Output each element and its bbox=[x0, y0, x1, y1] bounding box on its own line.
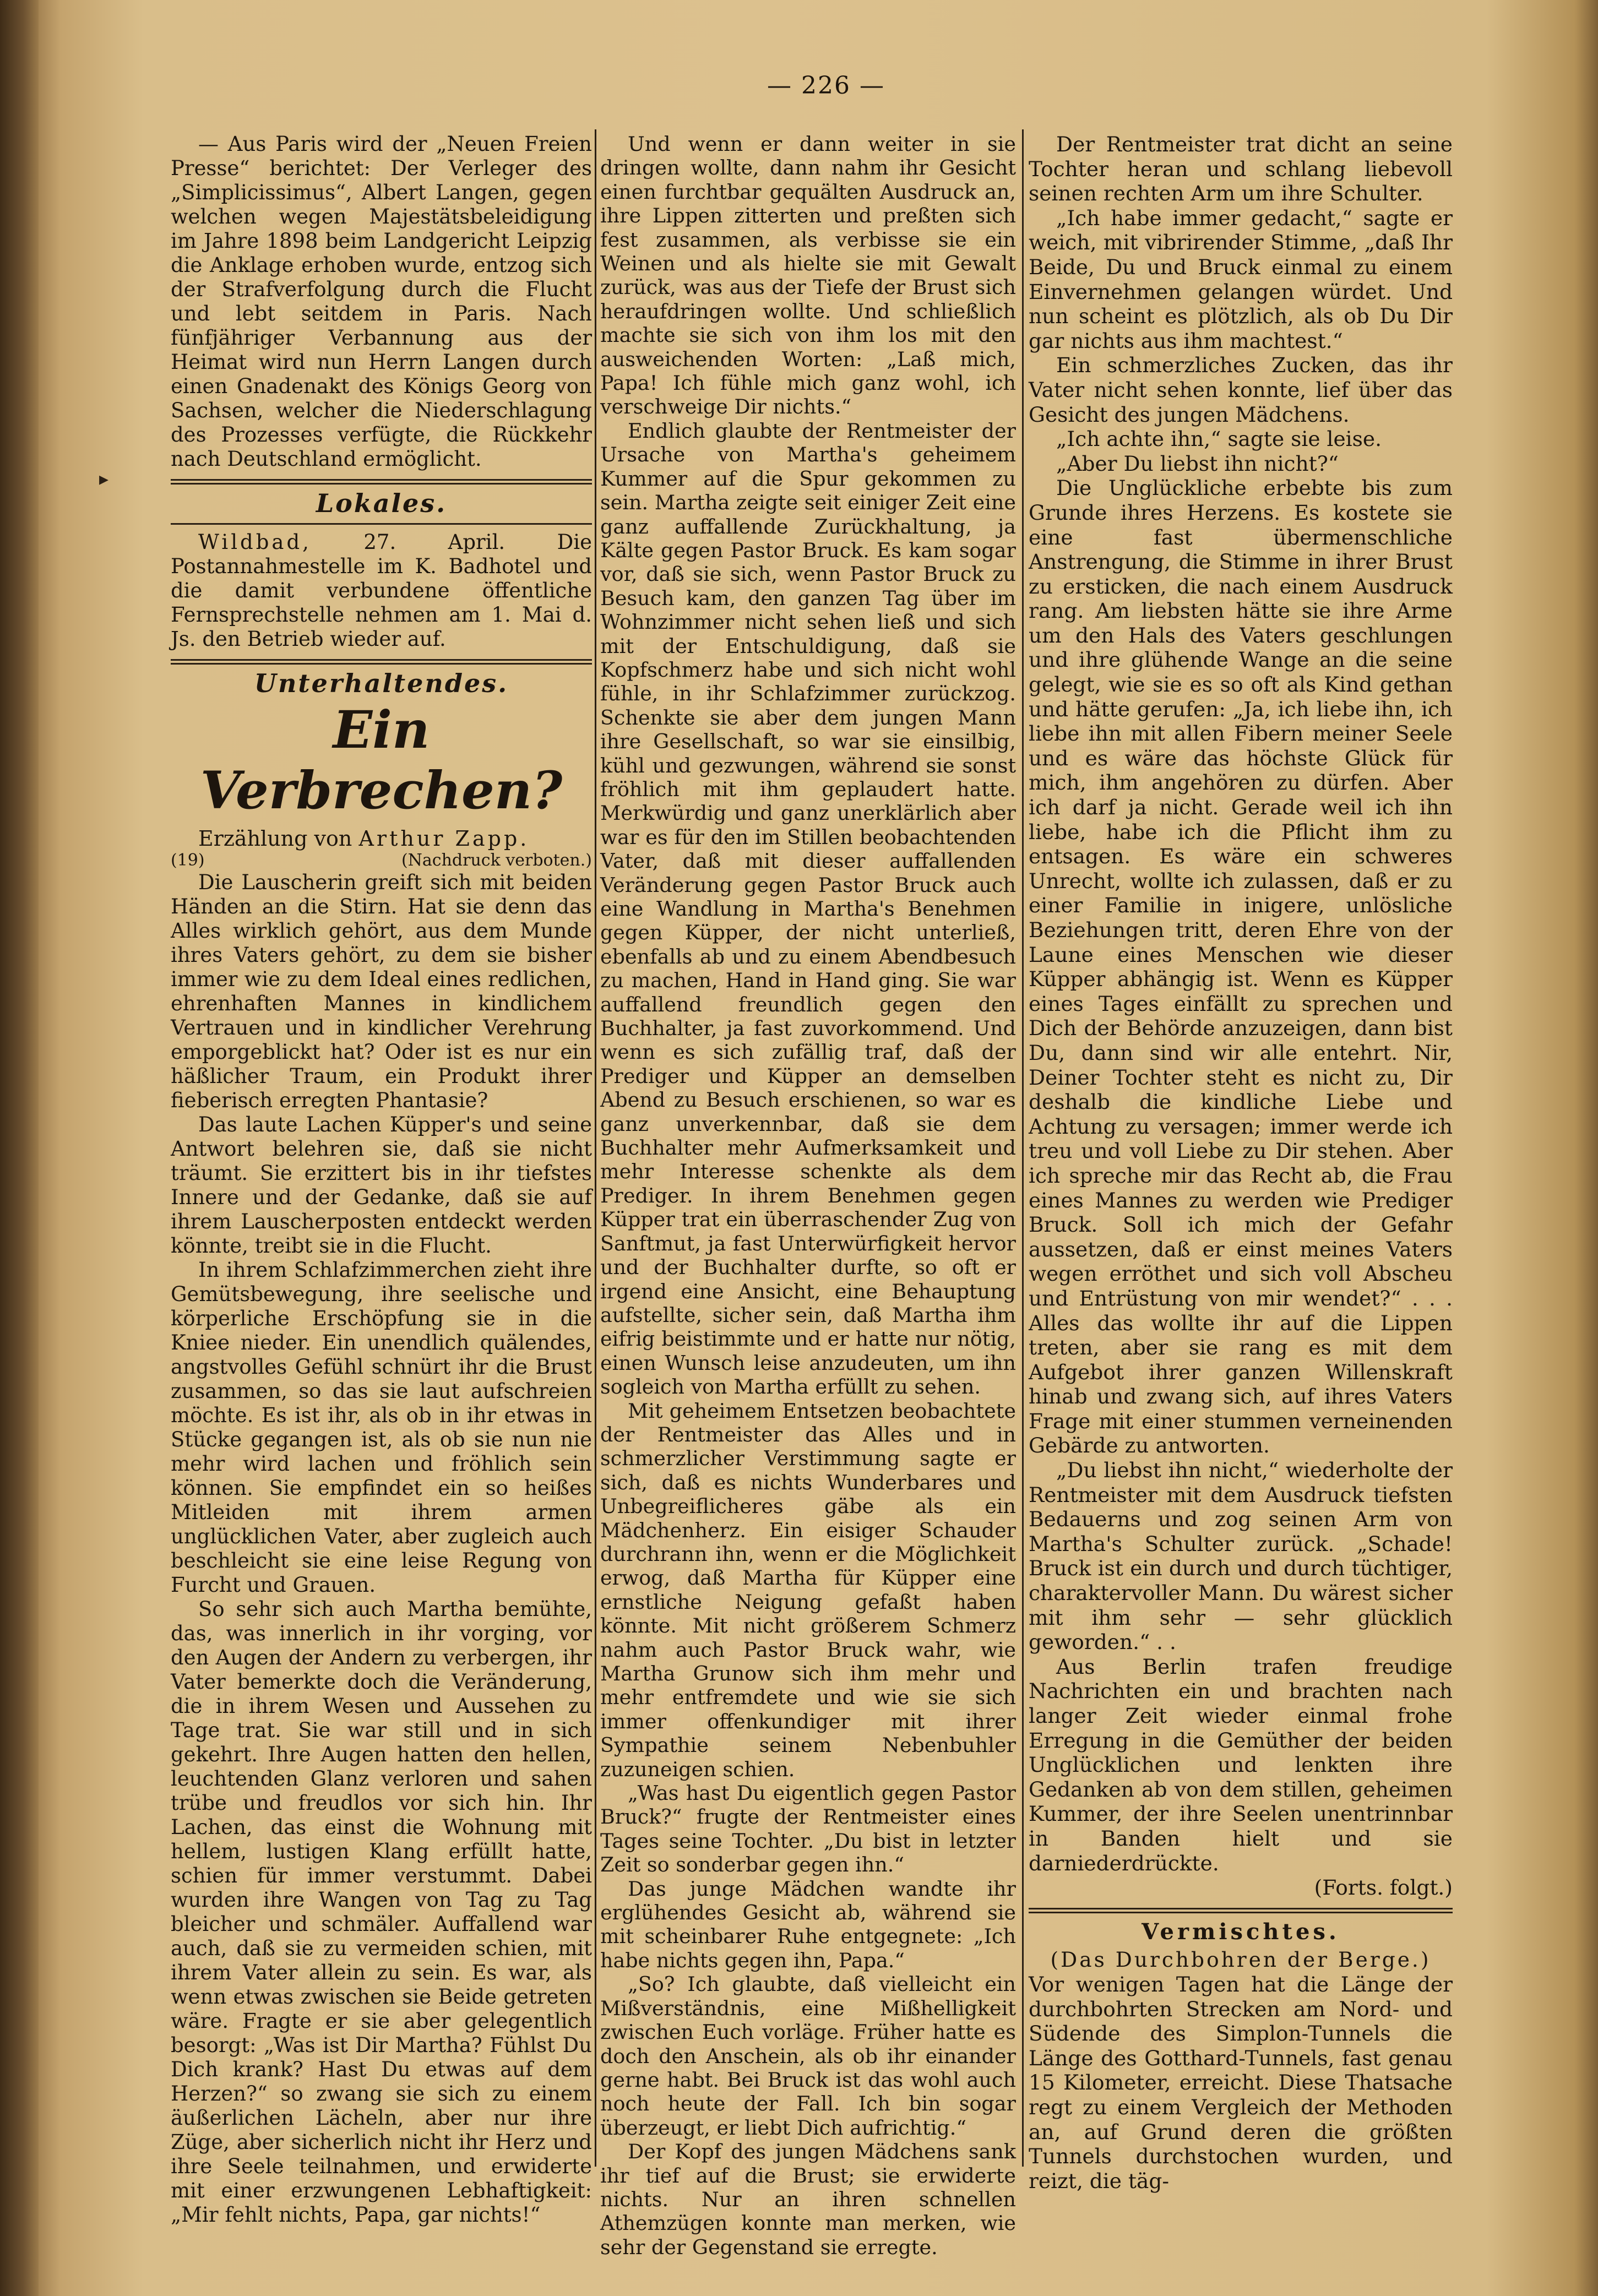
margin-marker: ▸ bbox=[99, 468, 109, 490]
book-spine bbox=[0, 0, 39, 2296]
continuation-note: (Forts. folgt.) bbox=[1314, 1875, 1453, 1900]
story-paragraph: Das laute Lachen Küpper's und seine Antwort belehren sie, daß sie nicht träumt. Sie erzittert bis in ihr tiefstes Innere und der Gedanke, daß sie auf ihrem Lauscherposten entdeckt werden könnte, treibt sie in die Flucht. bbox=[171, 1113, 592, 1258]
story-paragraph: „Was hast Du eigentlich gegen Pastor Bruck?“ frugte der Rentmeister eines Tages seine Tochter. „Du bist in letzter Zeit so sonderbar gegen ihn.“ bbox=[600, 1781, 1016, 1877]
column-1 bbox=[171, 132, 592, 2227]
section-divider bbox=[1029, 1908, 1453, 1913]
story-paragraph: „Du liebst ihn nicht,“ wiederholte der Rentmeister mit dem Ausdruck tiefsten Bedauerns und zog seinen Arm von Martha's Schulter zurück. „Schade! Bruck ist ein durch und durch tüchtiger, charaktervoller Mann. Du wärest sicher mit ihm sehr — sehr glücklich geworden.“ . . bbox=[1029, 1458, 1453, 1655]
column-rule-1 bbox=[595, 129, 596, 2167]
story-paragraph: Das junge Mädchen wandte ihr erglühendes Gesicht ab, während sie mit scheinbarer Ruhe entgegnete: „Ich habe nichts gegen ihn, Papa.“ bbox=[600, 1876, 1016, 1972]
lokales-heading: Lokales. bbox=[316, 488, 447, 518]
column-3 bbox=[1029, 132, 1453, 2193]
story-paragraph: Der Rentmeister trat dicht an seine Tochter heran und schlang liebevoll seinen rechten Arm um ihre Schulter. bbox=[1029, 132, 1453, 206]
wildbad-text: 27. April. Die Postannahmestelle im K. Badhotel und die damit verbundene öffentliche Fernsprechstelle nehmen am 1. Mai d. Js. den Betrieb wieder auf. bbox=[171, 530, 593, 651]
story-paragraph: „So? Ich glaubte, daß vielleicht ein Mißverständnis, eine Mißhelligkeit zwischen Euch vorläge. Früher hatte es doch den Anschein, als ob ihr einander gerne habt. Bei Bruck ist das wohl auch noch heute der Fall. Ich bin sogar überzeugt, er liebt Dich aufrichtig.“ bbox=[600, 1972, 1016, 2140]
unterhaltendes-heading: Unterhaltendes. bbox=[254, 668, 509, 698]
vermischtes-text: Vor wenigen Tagen hat die Länge der durchbohrten Strecken am Nord- und Südende des Simplon-Tunnels die Länge des Gotthard-Tunnels, fast genau 15 Kilometer, erreicht. Diese Thatsache regt zu einem Vergleich der Methoden an, auf Grund deren die größten Tunnels durchstochen wurden, und reizt, die täg- bbox=[1029, 1972, 1453, 2193]
section-divider bbox=[171, 523, 592, 525]
story-paragraph: Die Lauscherin greift sich mit beiden Händen an die Stirn. Hat sie denn das Alles wirklich gehört, aus dem Munde ihres Vaters gehört, zu dem sie bisher immer wie zu dem Ideal eines redlichen, ehrenhaften Mannes in kindlichem Vertrauen und in kindlicher Verehrung emporgeblickt hat? Oder ist es nur ein häßlicher Traum, ein Produkt ihrer fieberisch erregten Phantasie? bbox=[171, 870, 592, 1112]
section-divider bbox=[171, 659, 592, 665]
story-title: Ein Verbrechen? bbox=[200, 700, 563, 821]
vermischtes-heading: Vermischtes. bbox=[1142, 1918, 1340, 1945]
news-wildbad bbox=[171, 530, 592, 651]
story-paragraph: In ihrem Schlafzimmerchen zieht ihre Gemütsbewegung, ihre seelische und körperliche Erschöpfung sie in die Kniee nieder. Ein unendlich quälendes, angstvolles Gefühl schnürt ihr die Brust zusammen, so das sie laut aufschreien möchte. Es ist ihr, als ob in ihr etwas in Stücke gegangen ist, als ob sie nun nie mehr wird lachen und fröhlich sein können. Sie empfindet ein so heißes Mitleiden mit ihrem armen unglücklichen Vater, aber zugleich auch beschleicht sie eine leise Regung von Furcht und Grauen. bbox=[171, 1258, 592, 1597]
story-paragraph: Ein schmerzliches Zucken, das ihr Vater nicht sehen konnte, lief über das Gesicht des jungen Mädchens. bbox=[1029, 353, 1453, 427]
story-paragraph: Die Unglückliche erbebte bis zum Grunde ihres Herzens. Es kostete sie eine fast übermenschliche Anstrengung, die Stimme in ihrer Brust zu ersticken, die nach einem Ausdruck rang. Am liebsten hätte sie ihre Arme um den Hals des Vaters geschlungen und ihre glühende Wange an die seine gelegt, wie sie es so oft als Kind gethan und hätte gerufen: „Ja, ich liebe ihn, ich liebe ihn mit allen Fibern meiner Seele und es wäre das höchste Glück für mich, ihm angehören zu dürfen. Aber ich darf ja nicht. Gerade weil ich ihn liebe, habe ich die Pflicht ihm zu entsagen. Es wäre ein schweres Unrecht, wollte ich zulassen, daß er zu einer Familie in inigere, unlösliche Beziehungen tritt, deren Ehre von der Laune eines Menschen wie dieser Küpper abhängig ist. Wenn es Küpper eines Tages einfällt zu sprechen und Dich der Behörde anzuzeigen, dann bist Du, dann sind wir alle entehrt. Nir, Deiner Tochter steht es nicht zu, Dir deshalb die kindliche Liebe und Achtung zu versagen; immer werde ich treu und voll Liebe zu Dir stehen. Aber ich spreche mir das Recht ab, die Frau eines Mannes zu werden wie Prediger Bruck. Soll ich mich der Gefahr aussetzen, daß er einst meines Vaters wegen erröthet und sich voll Abscheu und Entrüstung von mir wendet?“ . . . Alles das wollte ihr auf die Lippen treten, aber sie rang es mit dem Aufgebot ihrer ganzen Willenskraft hinab und zwang sich, auf ihres Vaters Frage mit einer stummen verneinenden Gebärde zu antworten. bbox=[1029, 476, 1453, 1458]
story-paragraph: So sehr sich auch Martha bemühte, das, was innerlich in ihr vorging, vor den Augen der Andern zu verbergen, ihr Vater bemerkte doch die Veränderung, die in ihrem Wesen und Aussehen zu Tage trat. Sie war still und in sich gekehrt. Ihre Augen hatten den hellen, leuchtenden Glanz verloren und sahen trübe und freudlos vor sich hin. Ihr Lachen, das einst die Wohnung mit hellem, lustigen Klang erfüllt hatte, schien für immer verstummt. Dabei wurden ihre Wangen von Tag zu Tag bleicher und schmäler. Auffallend war auch, daß sie zu vermeiden schien, mit ihrem Vater allein zu sein. Es war, als wenn etwas zwischen sie Beide getreten wäre. Fragte er sie aber gelegentlich besorgt: „Was ist Dir Martha? Fühlst Du Dich krank? Hast Du etwas auf dem Herzen?“ so zwang sie sich zu einem äußerlichen Lächeln, aber nur ihre Züge, aber sicherlich nicht ihr Herz und ihre Seele teilnahmen, und erwiderte mit einer erzwungenen Lebhaftigkeit: „Mir fehlt nichts, Papa, gar nichts!“ bbox=[171, 1597, 592, 2227]
story-paragraph: Mit geheimem Entsetzen beobachtete der Rentmeister das Alles und in schmerzlicher Verstimmung sagte er sich, daß es nichts Wunderbares und Unbegreiflicheres gäbe als ein Mädchenherz. Ein eisiger Schauder durchrann ihn, wenn er die Möglichkeit erwog, daß Martha für Küpper eine ernstliche Neigung gefaßt haben könnte. Mit nicht größerem Schmerz nahm auch Pastor Bruck wahr, wie Martha Grunow sich ihm mehr und mehr entfremdete und wie sie sich immer offenkundiger mit ihrer Sympathie seinem Nebenbuhler zuzuneigen schien. bbox=[600, 1399, 1016, 1781]
story-paragraph: „Ich habe immer gedacht,“ sagte er weich, mit vibrirender Stimme, „daß Ihr Beide, Du und Bruck einmal zu einem Einvernehmen gelangen würdet. Und nun scheint es plötzlich, als ob Du Dir gar nichts aus ihm machtest.“ bbox=[1029, 205, 1453, 353]
byline-author: Arthur Zapp. bbox=[358, 826, 530, 851]
news-paris: — Aus Paris wird der „Neuen Freien Presse“ berichtet: Der Verleger des „Simplicissimus“, Albert Langen, gegen welchen wegen Majestätsbeleidigung im Jahre 1898 beim Landgericht Leipzig die Anklage erhoben wurde, entzog sich der Strafverfolgung durch die Flucht und lebt seitdem in Paris. Nach fünfjähriger Verbannung aus der Heimat wird nun Herrn Langen durch einen Gnadenakt des Königs Georg von Sachsen, welcher die Niederschlagung des Prozesses verfügte, die Rückkehr nach Deutschland ermöglicht. bbox=[171, 132, 592, 471]
story-paragraph: Aus Berlin trafen freudige Nachrichten ein und brachten nach langer Zeit wieder einmal frohe Erregung in die Gemüther der beiden Unglücklichen und lenkten ihre Gedanken ab von dem stillen, geheimen Kummer, der ihre Seelen unentrinnbar in Banden hielt und sie darniederdrückte. bbox=[1029, 1654, 1453, 1875]
column-rule-2 bbox=[1022, 129, 1024, 2167]
wildbad-place: Wildbad, bbox=[198, 530, 312, 554]
section-divider bbox=[171, 479, 592, 485]
installment-number: (19) bbox=[171, 851, 205, 870]
story-paragraph: „Aber Du liebst ihn nicht?“ bbox=[1056, 451, 1339, 476]
story-meta bbox=[171, 851, 592, 870]
byline-prefix: Erzählung von bbox=[198, 826, 352, 851]
story-paragraph: „Ich achte ihn,“ sagte sie leise. bbox=[1056, 427, 1382, 451]
story-paragraph: Und wenn er dann weiter in sie dringen wollte, dann nahm ihr Gesicht einen furchtbar gequälten Ausdruck an, ihre Lippen zitterten und preßten sich fest zusammen, als verbisse sie ein Weinen und als hielte sie mit Gewalt zurück, was aus der Tiefe der Brust sich heraufdringen wollte. Und schließlich machte sie sich von ihm los mit den ausweichenden Worten: „Laß mich, Papa! Ich fühle mich ganz wohl, ich verschweige Dir nichts.“ bbox=[600, 132, 1016, 419]
story-byline bbox=[171, 826, 592, 851]
page-number: — 226 — bbox=[767, 72, 885, 100]
column-2 bbox=[600, 132, 1016, 2259]
reprint-note: (Nachdruck verboten.) bbox=[401, 851, 592, 870]
vermischtes-subheading: (Das Durchbohren der Berge.) bbox=[1050, 1947, 1431, 1972]
story-paragraph: Endlich glaubte der Rentmeister der Ursache von Martha's geheimem Kummer auf die Spur gekommen zu sein. Martha zeigte seit einiger Zeit eine ganz auffallende Zurückhaltung, ja Kälte gegen Pastor Bruck. Es kam sogar vor, daß sie sich, wenn Pastor Bruck zu Besuch kam, den ganzen Tag über im Wohnzimmer nicht sehen ließ und sich mit der Entschuldigung, daß sie Kopfschmerz habe und sich nicht wohl fühle, in ihr Schlafzimmer zurückzog. Schenkte sie aber dem jungen Mann ihre Gesellschaft, so war sie einsilbig, kühl und gezwungen, während sie sonst fröhlich mit ihm geplaudert hatte. Merkwürdig und ganz unerklärlich aber war es für den im Stillen beobachtenden Vater, daß mit dieser auffallenden Veränderung gegen Pastor Bruck auch eine Wandlung in Martha's Benehmen gegen Küpper, der nicht unterließ, ebenfalls ab und zu einem Abendbesuch zu machen, Hand in Hand ging. Sie war auffallend freundlich gegen den Buchhalter, ja fast zuvorkommend. Und wenn es sich zufällig traf, daß der Prediger und Küpper an demselben Abend zu Besuch erschienen, so war es ganz unverkennbar, daß sie dem Buchhalter mehr Aufmerksamkeit und mehr Interesse schenkte als dem Prediger. In ihrem Benehmen gegen Küpper trat ein überraschender Zug von Sanftmut, ja fast Unterwürfigkeit hervor und der Buchhalter durfte, so oft er irgend eine Ansicht, eine Behauptung aufstellte, sicher sein, daß Martha ihm eifrig beistimmte und er hatte nur nötig, einen Wunsch leise anzudeuten, um ihn sogleich von Martha erfüllt zu sehen. bbox=[600, 418, 1016, 1399]
story-paragraph: Der Kopf des jungen Mädchens sank ihr tief auf die Brust; sie erwiderte nichts. Nur an ihren schnellen Athemzügen konnte man merken, wie sehr der Gegenstand sie erregte. bbox=[600, 2140, 1016, 2259]
